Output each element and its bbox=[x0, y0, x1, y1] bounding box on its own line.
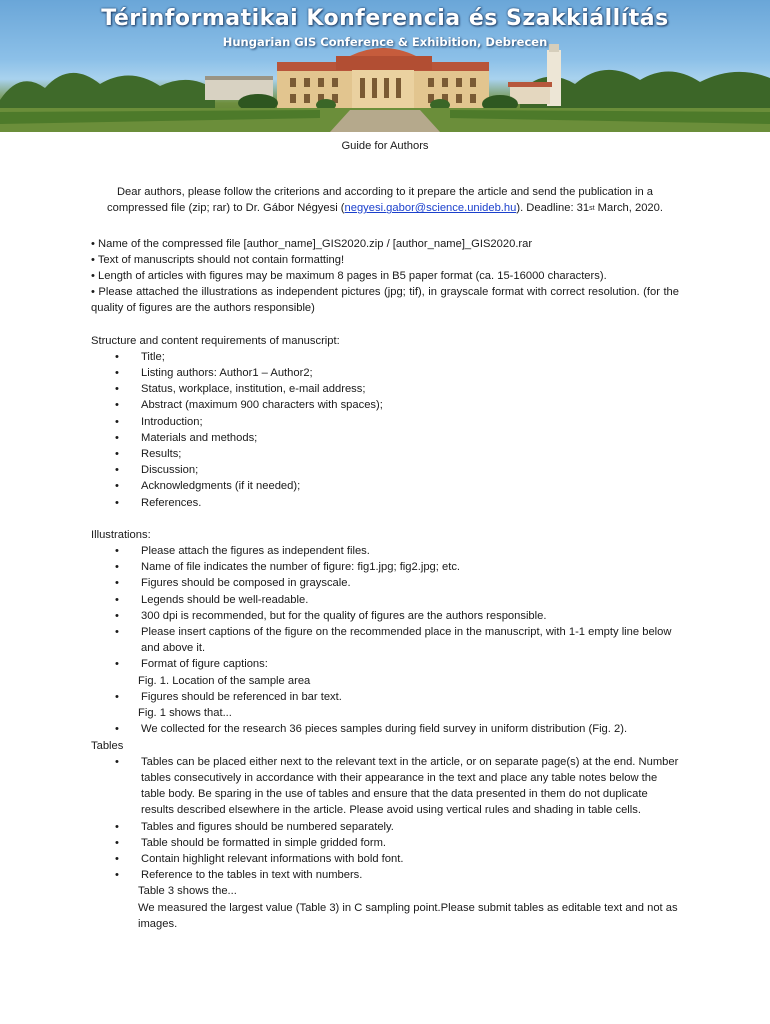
tables-heading: Tables bbox=[91, 739, 124, 752]
list-item: • Please insert captions of the figure on the recommended place in the manuscript, with 1-1 empty line below and above it. bbox=[91, 624, 679, 656]
banner-title: Térinformatikai Konferencia és Szakkiállítás bbox=[101, 6, 669, 31]
tables-list bbox=[91, 754, 679, 884]
rule-item: • Length of articles with figures may be maximum 8 pages in B5 paper format (ca. 15-16000 characters). bbox=[91, 270, 607, 283]
list-item: • Legends should be well-readable. bbox=[91, 592, 679, 608]
list-item: • Abstract (maximum 900 characters with spaces); bbox=[91, 397, 679, 413]
rule-item: • Text of manuscripts should not contain formatting! bbox=[91, 253, 345, 266]
list-item: • Results; bbox=[91, 446, 679, 462]
deadline-ordinal: st bbox=[589, 205, 595, 213]
illustrations-list-end bbox=[91, 721, 679, 737]
list-item: • Discussion; bbox=[91, 462, 679, 478]
list-item: • Format of figure captions: bbox=[91, 656, 679, 672]
structure-heading: Structure and content requirements of manuscript: bbox=[91, 334, 340, 347]
reference-example: Fig. 1 shows that... bbox=[138, 707, 232, 720]
rule-item: • Please attached the illustrations as independent pictures (jpg; tif), in grayscale format with correct resolution. (for the quality of figures are the authors responsible) bbox=[91, 286, 679, 315]
list-item: • 300 dpi is recommended, but for the quality of figures are the authors responsible. bbox=[91, 608, 679, 624]
list-item: • Tables can be placed either next to the relevant text in the article, or on separate page(s) at the end. Number tables consecutively in accordance with their appearance in the text and place any table notes below the table body. Be sparing in the use of tables and ensure that the data presented in them do not duplicate results described elsewhere in the article. Please avoid using vertical rules and shading in table cells. bbox=[91, 754, 679, 819]
document-title: Guide for Authors bbox=[341, 140, 429, 152]
list-item: • Figures should be referenced in bar text. bbox=[91, 689, 679, 705]
list-item: • Contain highlight relevant informations with bold font. bbox=[91, 851, 679, 867]
list-item: • Status, workplace, institution, e-mail address; bbox=[91, 381, 679, 397]
rule-item: • Name of the compressed file [author_name]_GIS2020.zip / [author_name]_GIS2020.rar bbox=[91, 237, 533, 250]
illustrations-list-cont bbox=[91, 689, 679, 705]
intro-paragraph bbox=[91, 184, 679, 218]
list-item: • Acknowledgments (if it needed); bbox=[91, 478, 679, 494]
table-reference-sentence: We measured the largest value (Table 3) in C sampling point.Please submit tables as editable text and not as images. bbox=[138, 901, 678, 930]
illustrations-list bbox=[91, 543, 679, 673]
list-item: • References. bbox=[91, 495, 679, 511]
list-item: • Tables and figures should be numbered separately. bbox=[91, 819, 679, 835]
structure-list bbox=[91, 349, 679, 511]
list-item: • Introduction; bbox=[91, 414, 679, 430]
list-item: • Materials and methods; bbox=[91, 430, 679, 446]
list-item: • Reference to the tables in text with numbers. bbox=[91, 867, 679, 883]
list-item: • We collected for the research 36 pieces samples during field survey in uniform distribution (Fig. 2). bbox=[91, 721, 679, 737]
email-link[interactable]: negyesi.gabor@science.unideb.hu bbox=[344, 202, 517, 215]
conference-banner bbox=[0, 0, 770, 132]
intro-text: Dear authors, please follow the criterions and according to it prepare the article and send the publication in a compressed file (zip; rar) to Dr. Gábor Négyesi ( bbox=[107, 186, 654, 215]
banner-subtitle: Hungarian GIS Conference & Exhibition, Debrecen bbox=[222, 35, 548, 49]
caption-example: Fig. 1. Location of the sample area bbox=[138, 674, 311, 687]
list-item: • Listing authors: Author1 – Author2; bbox=[91, 365, 679, 381]
list-item: • Table should be formatted in simple gridded form. bbox=[91, 835, 679, 851]
list-item: • Name of file indicates the number of figure: fig1.jpg; fig2.jpg; etc. bbox=[91, 559, 679, 575]
document-body bbox=[91, 138, 679, 932]
list-item: • Title; bbox=[91, 349, 679, 365]
illustrations-heading: Illustrations: bbox=[91, 528, 151, 541]
list-item: • Figures should be composed in grayscale. bbox=[91, 575, 679, 591]
intro-deadline: ). Deadline: 31 bbox=[516, 202, 590, 215]
table-reference-example: Table 3 shows the... bbox=[138, 885, 237, 898]
intro-date: March, 2020. bbox=[594, 202, 663, 215]
list-item: • Please attach the figures as independent files. bbox=[91, 543, 679, 559]
